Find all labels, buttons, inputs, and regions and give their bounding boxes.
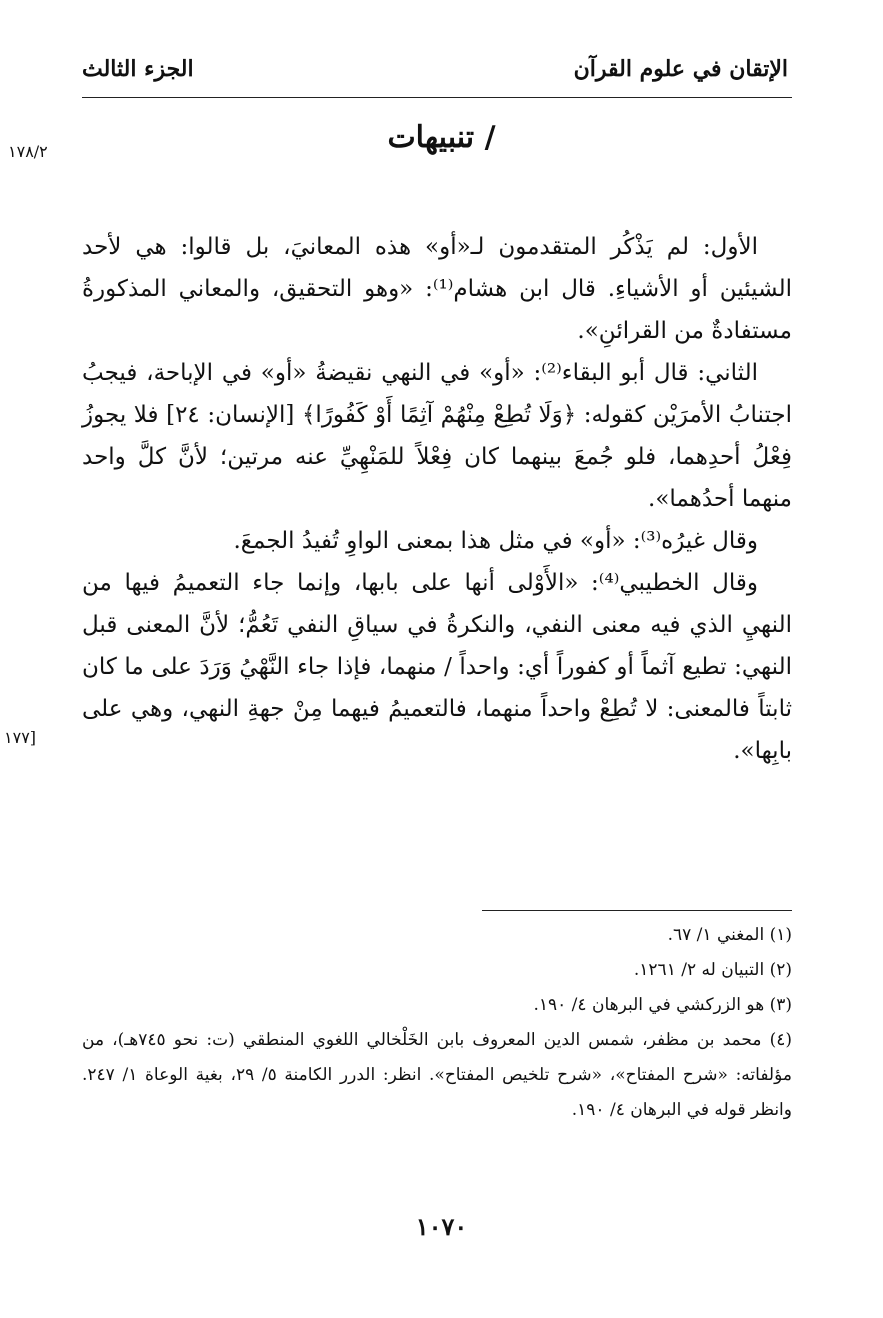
page-number: ١٠٧٠ <box>415 1212 468 1241</box>
paragraph-first-note: الأول: لم يَذْكُر المتقدمون لـ«أو» هذه المعانيَ، بل قالوا: هي لأحد الشيئين أو الأشياءِ. قال ابن هشام⁽¹⁾: «وهو التحقيق، والمعاني المذكورةُ مستفادةٌ من القرائنِ». <box>82 234 792 344</box>
footnote-2: (٢) التبيان له ٢/ ١٢٦١. <box>633 960 792 980</box>
footnotes <box>82 918 792 1128</box>
section-title: / تنبيهات <box>387 120 496 155</box>
footnote-3: (٣) هو الزركشي في البرهان ٤/ ١٩٠. <box>533 995 792 1015</box>
paragraph-second-note: الثاني: قال أبو البقاء⁽²⁾: «أو» في النهي نقيضةُ «أو» في الإباحة، فيجبُ اجتنابُ الأمرَيْن كقوله: ﴿وَلَا تُطِعْ مِنْهُمْ آثِمًا أَوْ كَفُورًا﴾ [الإنسان: ٢٤] فلا يجوزُ فِعْلُ أحدِهما، فلو جُمعَ بينهما كان فِعْلاً للمَنْهِيِّ عنه مرتين؛ لأنَّ كلَّ واحد منهما أحدُهما». <box>82 360 792 512</box>
header-divider <box>82 97 792 98</box>
paragraph-other-opinion: وقال غيرُه⁽³⁾: «أو» في مثل هذا بمعنى الواوِ تُفيدُ الجمعَ. <box>233 528 758 554</box>
margin-reference-middle: [١٧٧ <box>4 728 37 747</box>
margin-reference-top: ١٧٨/٢ <box>8 142 48 161</box>
paragraph-khatibi: وقال الخطيبي⁽⁴⁾: «الأَوْلى أنها على بابها، وإنما جاء التعميمُ فيها من النهيِ الذي فيه معنى النفي، والنكرةُ في سياقِ النفي تَعُمُّ؛ لأنَّ المعنى قبل النهي: تطيع آثماً أو كفوراً أي: واحداً / منهما، فإذا جاء النَّهْيُ وَرَدَ على ما كان ثابتاً فالمعنى: لا تُطِعْ واحداً منهما، فالتعميمُ فيهما مِنْ جهةِ النهي، وهي على بابِها». <box>82 570 792 764</box>
footnote-4: (٤) محمد بن مظفر، شمس الدين المعروف بابن الخَلْخالي اللغوي المنطقي (ت: نحو ٧٤٥هـ)، من مؤلفاته: «شرح المفتاح»، «شرح تلخيص المفتاح». انظر: الدرر الكامنة ٥/ ٢٩، بغية الوعاة ١/ ٢٤٧. وانظر قوله في البرهان ٤/ ١٩٠. <box>82 1030 792 1120</box>
footnote-divider <box>482 910 792 911</box>
running-header-volume: الجزء الثالث <box>82 56 194 82</box>
running-header-book-title: الإتقان في علوم القرآن <box>573 56 788 82</box>
main-text <box>82 226 792 772</box>
footnote-1: (١) المغني ١/ ٦٧. <box>667 925 792 945</box>
